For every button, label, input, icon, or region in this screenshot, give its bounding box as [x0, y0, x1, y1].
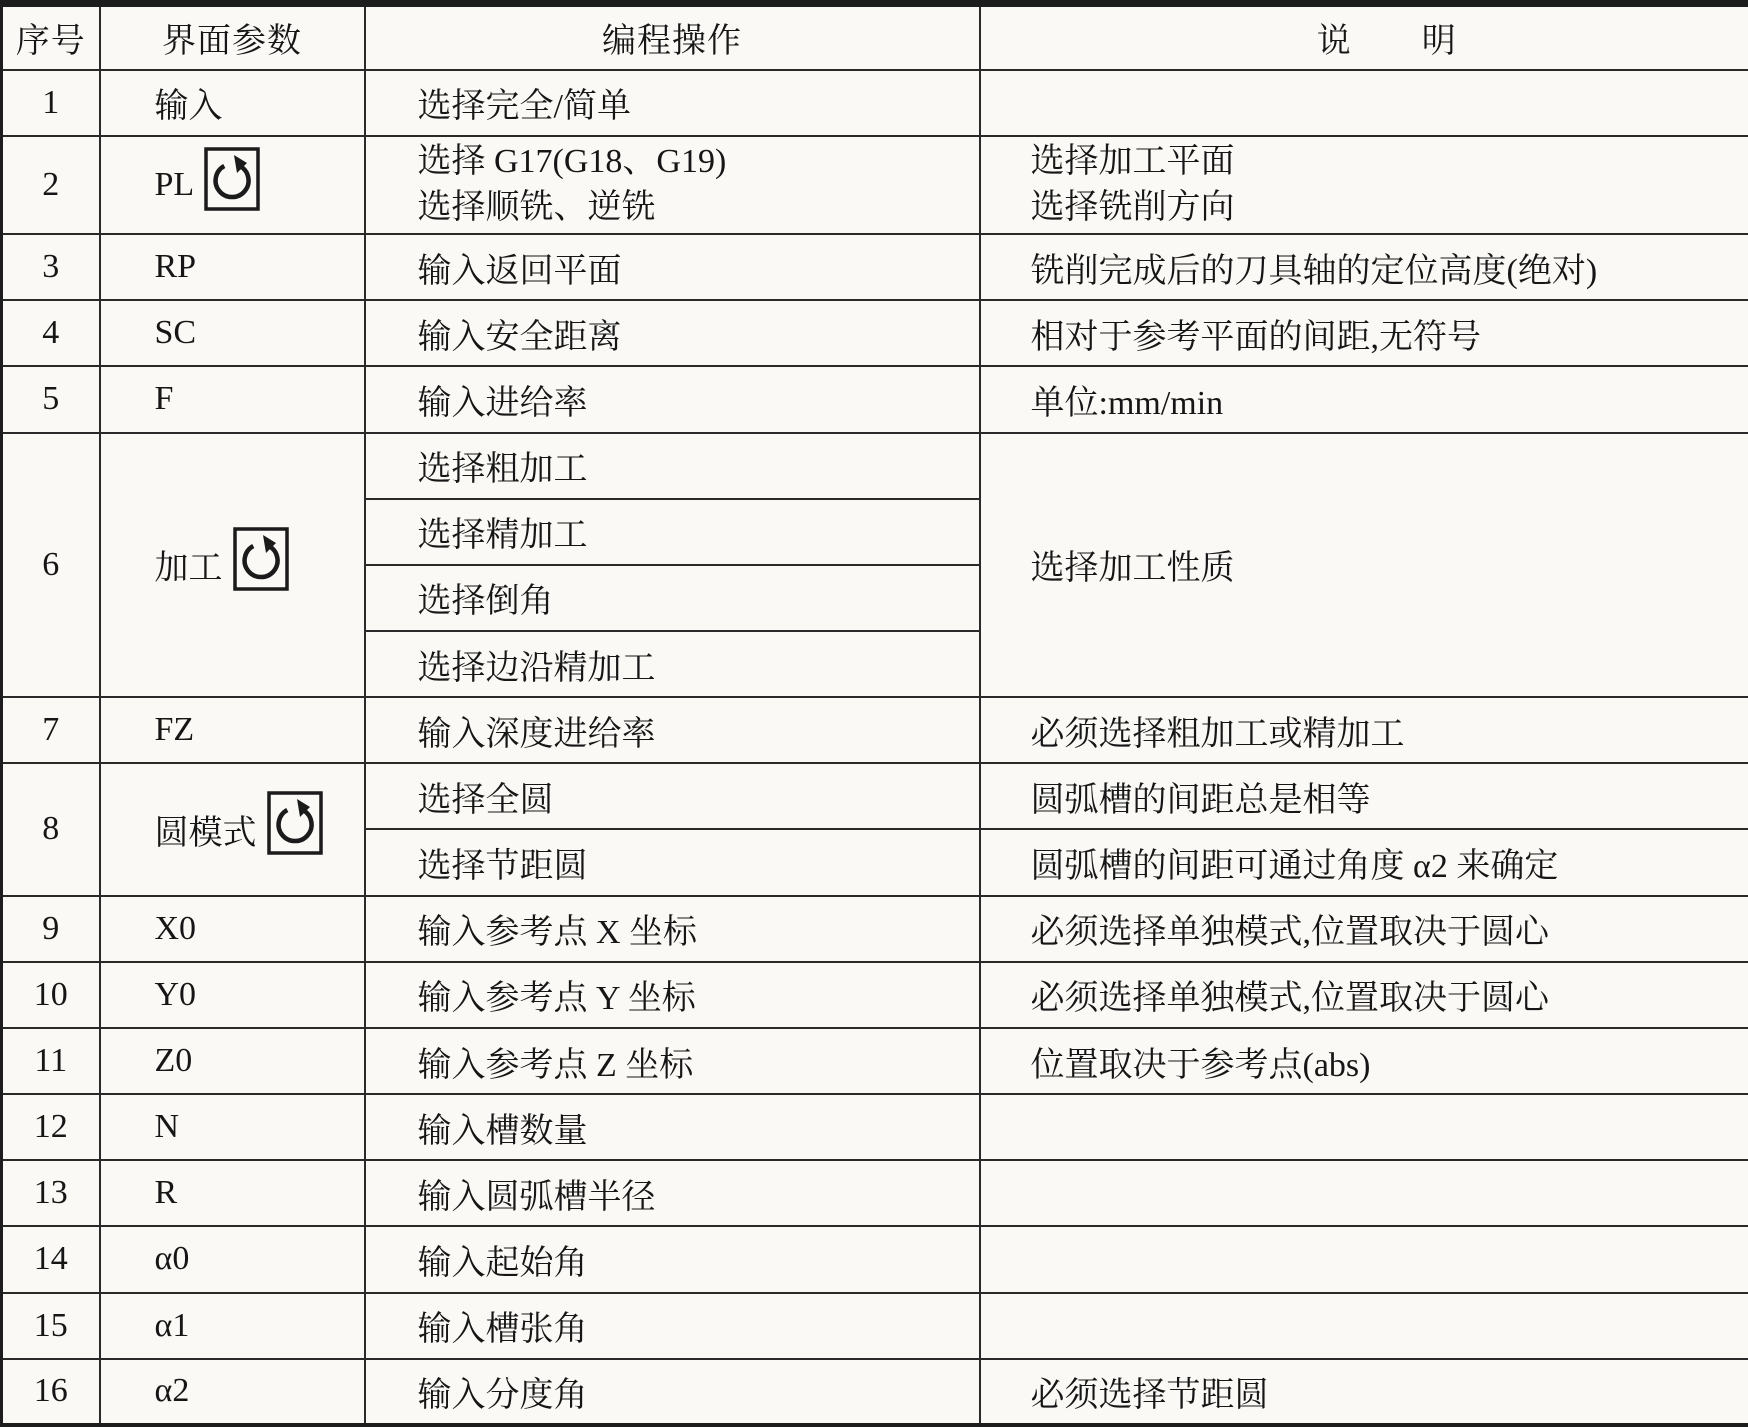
- operation-cell: 输入安全距离: [365, 300, 980, 366]
- param-cell: FZ: [100, 697, 365, 763]
- operation-cell: 输入参考点 Y 坐标: [365, 962, 980, 1028]
- note-cell: [980, 1094, 1748, 1160]
- toggle-select-icon: [204, 146, 260, 212]
- note-cell: 选择加工性质: [980, 433, 1748, 698]
- row-number-cell: 8: [2, 763, 100, 895]
- note-cell: 相对于参考平面的间距,无符号: [980, 300, 1748, 366]
- row-number-cell: 12: [2, 1094, 100, 1160]
- row-number-cell: 6: [2, 433, 100, 698]
- row-number-cell: 5: [2, 366, 100, 432]
- col-header-operation: 编程操作: [365, 4, 980, 70]
- param-cell: [100, 433, 365, 698]
- row-number-cell: 2: [2, 136, 100, 234]
- param-cell: Z0: [100, 1028, 365, 1094]
- table-row: [2, 1226, 1748, 1292]
- note-cell: 必须选择单独模式,位置取决于圆心: [980, 896, 1748, 962]
- table-row: [2, 1028, 1748, 1094]
- param-label: PL: [154, 165, 195, 203]
- row-number-cell: 10: [2, 962, 100, 1028]
- param-cell: F: [100, 366, 365, 432]
- note-cell: [980, 1293, 1748, 1359]
- note-cell: 位置取决于参考点(abs): [980, 1028, 1748, 1094]
- operation-cell: 输入进给率: [365, 366, 980, 432]
- operation-cell: 输入参考点 Z 坐标: [365, 1028, 980, 1094]
- note-cell: 圆弧槽的间距可通过角度 α2 来确定: [980, 829, 1748, 895]
- note-cell: 圆弧槽的间距总是相等: [980, 763, 1748, 829]
- operation-line: 选择 G17(G18、G19): [417, 142, 727, 180]
- table-row: [2, 763, 1748, 829]
- operation-line: 选择顺铣、逆铣: [417, 188, 656, 226]
- operation-cell: 输入起始角: [365, 1226, 980, 1292]
- param-cell: α2: [100, 1359, 365, 1425]
- row-number-cell: 7: [2, 697, 100, 763]
- table-row: [2, 1359, 1748, 1425]
- operation-cell: 输入槽数量: [365, 1094, 980, 1160]
- note-cell: 必须选择节距圆: [980, 1359, 1748, 1425]
- col-header-no: 序号: [2, 4, 100, 70]
- note-line: 选择加工平面: [1030, 142, 1235, 180]
- table-row: [2, 896, 1748, 962]
- table-row: [2, 136, 1748, 234]
- header-row: [2, 4, 1748, 70]
- param-label: 加工: [154, 550, 223, 588]
- operation-cell: 输入槽张角: [365, 1293, 980, 1359]
- operation-cell: 选择粗加工: [365, 433, 980, 499]
- param-cell: [100, 763, 365, 895]
- operation-cell: 选择节距圆: [365, 829, 980, 895]
- row-number-cell: 9: [2, 896, 100, 962]
- param-cell: 输入: [100, 70, 365, 136]
- operation-cell: 输入圆弧槽半径: [365, 1160, 980, 1226]
- param-cell: X0: [100, 896, 365, 962]
- operation-cell: 选择边沿精加工: [365, 631, 980, 697]
- note-cell: 必须选择粗加工或精加工: [980, 697, 1748, 763]
- param-cell: RP: [100, 234, 365, 300]
- toggle-select-icon: [233, 526, 289, 592]
- row-number-cell: 13: [2, 1160, 100, 1226]
- param-cell: R: [100, 1160, 365, 1226]
- note-cell: 铣削完成后的刀具轴的定位高度(绝对): [980, 234, 1748, 300]
- table-row: [2, 1094, 1748, 1160]
- operation-cell: 选择完全/简单: [365, 70, 980, 136]
- note-cell: [980, 1226, 1748, 1292]
- note-cell: [980, 1160, 1748, 1226]
- param-cell: α1: [100, 1293, 365, 1359]
- table-row: [2, 962, 1748, 1028]
- param-cell: SC: [100, 300, 365, 366]
- operation-cell: 输入深度进给率: [365, 697, 980, 763]
- row-number-cell: 11: [2, 1028, 100, 1094]
- col-header-note: 说 明: [980, 4, 1748, 70]
- table-row: [2, 1293, 1748, 1359]
- toggle-select-icon: [267, 790, 323, 856]
- operation-cell: [365, 136, 980, 234]
- row-number-cell: 4: [2, 300, 100, 366]
- row-number-cell: 1: [2, 70, 100, 136]
- operation-cell: 选择精加工: [365, 499, 980, 565]
- table-row: [2, 300, 1748, 366]
- col-header-param: 界面参数: [100, 4, 365, 70]
- row-number-cell: 3: [2, 234, 100, 300]
- note-cell: [980, 136, 1748, 234]
- note-line: 选择铣削方向: [1030, 188, 1235, 226]
- table-row: [2, 366, 1748, 432]
- param-label: 圆模式: [154, 814, 257, 852]
- operation-cell: 输入分度角: [365, 1359, 980, 1425]
- operation-cell: 输入参考点 X 坐标: [365, 896, 980, 962]
- operation-cell: 选择全圆: [365, 763, 980, 829]
- param-cell: Y0: [100, 962, 365, 1028]
- row-number-cell: 16: [2, 1359, 100, 1425]
- note-cell: 单位:mm/min: [980, 366, 1748, 432]
- param-cell: α0: [100, 1226, 365, 1292]
- table-row: [2, 70, 1748, 136]
- row-number-cell: 15: [2, 1293, 100, 1359]
- table-row: [2, 697, 1748, 763]
- operation-cell: 选择倒角: [365, 565, 980, 631]
- table-row: [2, 433, 1748, 499]
- param-cell: N: [100, 1094, 365, 1160]
- param-cell: [100, 136, 365, 234]
- operation-cell: 输入返回平面: [365, 234, 980, 300]
- note-cell: [980, 70, 1748, 136]
- table-row: [2, 1160, 1748, 1226]
- table-row: [2, 234, 1748, 300]
- note-cell: 必须选择单独模式,位置取决于圆心: [980, 962, 1748, 1028]
- row-number-cell: 14: [2, 1226, 100, 1292]
